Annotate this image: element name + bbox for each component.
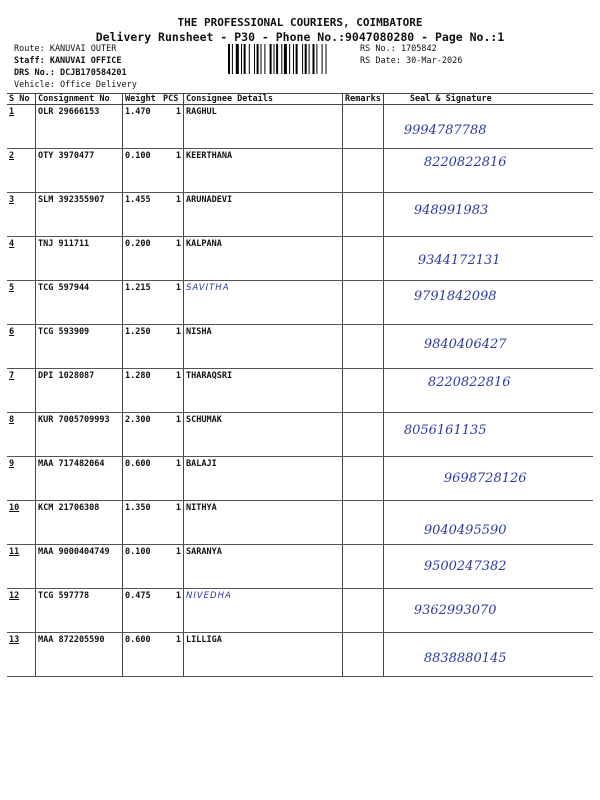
row-consignee	[184, 501, 343, 545]
barcode-bar	[264, 44, 265, 74]
row-remarks	[343, 413, 384, 457]
row-signature	[383, 369, 593, 413]
table-row	[7, 193, 593, 237]
table-row	[7, 545, 593, 589]
signature-phone: 8838880145	[423, 651, 507, 666]
row-signature	[383, 193, 593, 237]
signature-phone: 9500247382	[423, 559, 507, 574]
row-consignment: KUR 7005709993	[36, 413, 123, 457]
row-consignee	[184, 633, 343, 677]
vehicle-label: Vehicle: Office Delivery	[14, 80, 137, 90]
row-consignment: OTY 3970477	[36, 149, 123, 193]
row-consignee	[184, 413, 343, 457]
barcode-bar	[249, 44, 250, 74]
row-pcs: 1	[161, 633, 184, 677]
row-consignment: OLR 29666153	[36, 105, 123, 149]
row-sno: 6	[7, 325, 36, 369]
row-remarks	[343, 457, 384, 501]
row-signature	[383, 105, 593, 149]
row-consignee	[184, 545, 343, 589]
col-sno: S No	[7, 94, 36, 105]
col-pcs: PCS	[161, 94, 184, 105]
row-remarks	[343, 149, 384, 193]
row-pcs: 1	[161, 325, 184, 369]
barcode-bar	[322, 44, 323, 74]
row-sno: 2	[7, 149, 36, 193]
row-signature	[383, 457, 593, 501]
row-weight: 0.100	[123, 545, 162, 589]
row-weight: 0.475	[123, 589, 162, 633]
row-pcs: 1	[161, 589, 184, 633]
barcode-bar	[316, 44, 317, 74]
consignee-name: ARUNADEVI	[186, 195, 233, 205]
barcode-bar	[236, 44, 239, 74]
barcode-image	[228, 44, 356, 74]
row-pcs: 1	[161, 545, 184, 589]
col-signature: Seal & Signature	[383, 94, 593, 105]
row-sno: 8	[7, 413, 36, 457]
signature-phone: 948991983	[413, 203, 489, 218]
rs-info	[360, 43, 462, 67]
barcode-bar	[313, 44, 315, 74]
table-row	[7, 237, 593, 281]
row-consignee	[184, 149, 343, 193]
row-consignment: TCG 593909	[36, 325, 123, 369]
signature-phone: 9362993070	[413, 603, 497, 618]
row-consignee	[184, 237, 343, 281]
row-consignee	[184, 281, 343, 325]
row-remarks	[343, 105, 384, 149]
consignee-name: NIVEDHA	[186, 591, 232, 601]
row-sno: 13	[7, 633, 36, 677]
barcode-bar	[261, 44, 262, 74]
row-consignee	[184, 589, 343, 633]
row-signature	[383, 545, 593, 589]
row-pcs: 1	[161, 105, 184, 149]
table-row	[7, 281, 593, 325]
consignee-name: SCHUMAK	[186, 415, 222, 425]
row-weight: 1.455	[123, 193, 162, 237]
signature-phone: 8056161135	[403, 423, 487, 438]
rs-no-label: RS No.: 1705842	[360, 44, 437, 54]
barcode-bar	[296, 44, 298, 74]
row-sno: 5	[7, 281, 36, 325]
consignee-name: KEERTHANA	[186, 151, 233, 161]
barcode-bar	[326, 44, 327, 74]
signature-phone: 8220822816	[423, 155, 507, 170]
row-remarks	[343, 589, 384, 633]
col-weight: Weight	[123, 94, 162, 105]
row-consignment: TNJ 911711	[36, 237, 123, 281]
runsheet-subtitle: Delivery Runsheet - P30 - Phone No.:9047080280 - Page No.:1	[95, 30, 505, 44]
drs-label: DRS No.: DCJB170584201	[14, 68, 127, 78]
row-consignment: KCM 21706308	[36, 501, 123, 545]
row-pcs: 1	[161, 369, 184, 413]
col-remarks: Remarks	[343, 94, 384, 105]
table-row	[7, 105, 593, 149]
row-weight: 1.350	[123, 501, 162, 545]
consignee-name: SAVITHA	[186, 283, 230, 293]
barcode-bar	[302, 44, 303, 74]
row-signature	[383, 501, 593, 545]
row-sno: 4	[7, 237, 36, 281]
row-consignment: MAA 872205590	[36, 633, 123, 677]
table-header	[7, 94, 593, 105]
row-weight: 1.280	[123, 369, 162, 413]
row-sno: 1	[7, 105, 36, 149]
row-remarks	[343, 545, 384, 589]
consignee-name: SARANYA	[186, 547, 222, 557]
row-weight: 1.250	[123, 325, 162, 369]
barcode-bar	[244, 44, 246, 74]
row-remarks	[343, 237, 384, 281]
barcode-bar	[284, 44, 287, 74]
row-remarks	[343, 193, 384, 237]
staff-label: Staff: KANUVAI OFFICE	[14, 56, 122, 66]
route-label: Route: KANUVAI OUTER	[14, 44, 117, 54]
row-consignment: MAA 9000404749	[36, 545, 123, 589]
row-consignment: TCG 597944	[36, 281, 123, 325]
row-consignee	[184, 457, 343, 501]
row-signature	[383, 237, 593, 281]
row-weight: 1.470	[123, 105, 162, 149]
signature-phone: 9994787788	[403, 123, 487, 138]
row-consignment: SLM 392355907	[36, 193, 123, 237]
signature-phone: 8220822816	[427, 375, 511, 390]
row-sno: 10	[7, 501, 36, 545]
barcode-bar	[281, 44, 282, 74]
barcode-bar	[254, 44, 255, 74]
barcode-bar	[257, 44, 259, 74]
row-weight: 0.600	[123, 633, 162, 677]
row-remarks	[343, 369, 384, 413]
row-consignment: DPI 1028087	[36, 369, 123, 413]
signature-phone: 9344172131	[417, 253, 501, 268]
row-weight: 0.600	[123, 457, 162, 501]
row-signature	[383, 149, 593, 193]
row-pcs: 1	[161, 413, 184, 457]
row-signature	[383, 281, 593, 325]
col-consignee: Consignee Details	[184, 94, 343, 105]
row-consignee	[184, 193, 343, 237]
consignee-name: NISHA	[186, 327, 212, 337]
row-pcs: 1	[161, 193, 184, 237]
consignee-name: BALAJI	[186, 459, 217, 469]
row-signature	[383, 589, 593, 633]
barcode-bar	[274, 44, 275, 74]
barcode-bar	[293, 44, 294, 74]
consignee-name: THARAQSRI	[186, 371, 233, 381]
row-consignee	[184, 105, 343, 149]
barcode-bar	[276, 44, 278, 74]
barcode-bar	[228, 44, 230, 74]
table-row	[7, 501, 593, 545]
table-row	[7, 589, 593, 633]
barcode-bar	[232, 44, 233, 74]
consignee-name: NITHYA	[186, 503, 217, 513]
row-remarks	[343, 325, 384, 369]
row-pcs: 1	[161, 501, 184, 545]
row-remarks	[343, 281, 384, 325]
barcode-bar	[241, 44, 242, 74]
consignee-name: LILLIGA	[186, 635, 222, 645]
row-consignment: TCG 597778	[36, 589, 123, 633]
row-pcs: 1	[161, 281, 184, 325]
row-weight: 1.215	[123, 281, 162, 325]
table-row	[7, 457, 593, 501]
table-row	[7, 149, 593, 193]
row-weight: 0.100	[123, 149, 162, 193]
row-signature	[383, 633, 593, 677]
consignee-name: RAGHUL	[186, 107, 217, 117]
signature-phone: 9040495590	[423, 523, 507, 538]
consignee-name: KALPANA	[186, 239, 222, 249]
barcode-bar	[305, 44, 307, 74]
runsheet-table	[7, 93, 593, 677]
row-consignee	[184, 325, 343, 369]
rs-date-label: RS Date: 30-Mar-2026	[360, 56, 463, 66]
row-pcs: 1	[161, 149, 184, 193]
table-row	[7, 413, 593, 457]
row-sno: 11	[7, 545, 36, 589]
row-sno: 7	[7, 369, 36, 413]
row-sno: 3	[7, 193, 36, 237]
company-title: THE PROFESSIONAL COURIERS, COIMBATORE	[177, 16, 423, 29]
table-row	[7, 633, 593, 677]
row-sno: 9	[7, 457, 36, 501]
row-weight: 0.200	[123, 237, 162, 281]
row-weight: 2.300	[123, 413, 162, 457]
row-remarks	[343, 633, 384, 677]
signature-phone: 9791842098	[413, 289, 497, 304]
barcode-bar	[270, 44, 272, 74]
barcode-bar	[289, 44, 290, 74]
row-remarks	[343, 501, 384, 545]
barcode-bar	[309, 44, 310, 74]
row-consignee	[184, 369, 343, 413]
row-signature	[383, 413, 593, 457]
col-consignment: Consignment No	[36, 94, 123, 105]
table-row	[7, 369, 593, 413]
row-pcs: 1	[161, 237, 184, 281]
row-sno: 12	[7, 589, 36, 633]
table-row	[7, 325, 593, 369]
signature-phone: 9698728126	[443, 471, 527, 486]
signature-phone: 9840406427	[423, 337, 507, 352]
route-info	[14, 43, 137, 91]
row-signature	[383, 325, 593, 369]
row-pcs: 1	[161, 457, 184, 501]
row-consignment: MAA 717482064	[36, 457, 123, 501]
